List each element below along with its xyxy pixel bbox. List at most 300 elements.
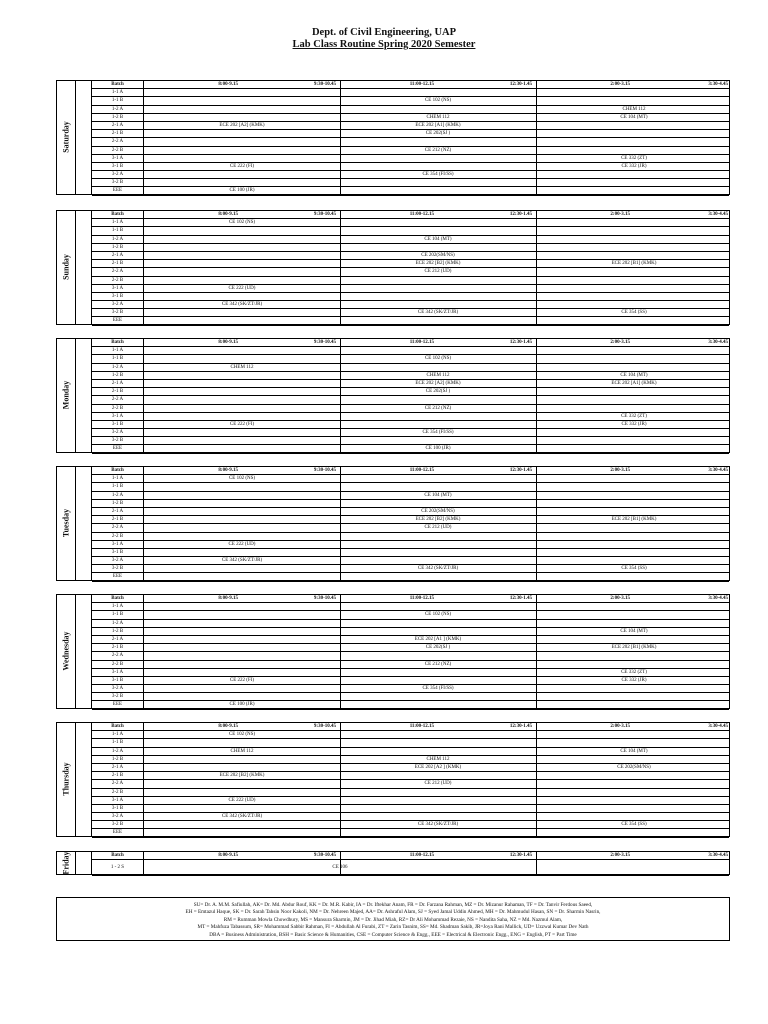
batch-cell: 3-1 B	[92, 677, 144, 684]
slot-divider	[340, 852, 341, 874]
class-cell: CE 212 (NZ)	[424, 147, 452, 153]
class-cell: CE 106	[332, 865, 348, 871]
class-cell: ECE 202 [A1] (KMK)	[611, 380, 657, 386]
class-cell: CE 100 (JR)	[425, 446, 451, 452]
table-row	[92, 739, 729, 747]
table-row	[92, 114, 729, 122]
table-row	[92, 260, 729, 268]
class-cell: CE 332 (JR)	[621, 163, 647, 169]
table-row	[92, 565, 729, 573]
column-header-slot: 3:30-4.45	[708, 724, 728, 729]
column-header-slot: 8:00-9.15	[218, 212, 238, 217]
class-cell: CE 342 (SK/ZT/JR)	[417, 310, 459, 316]
legend-line: DBA = Business Administration, BSH = Basic Science & Humanities, CSE = Computer Science & Engg., EEE = Electrical & Electronic Engg., ENG = English, PT = Part Time	[209, 931, 577, 938]
table-row	[92, 421, 729, 429]
batch-cell: 3-1 B	[92, 805, 144, 812]
column-header-slot: 8:00-9.15	[218, 340, 238, 345]
class-cell: CE 212 (NZ)	[424, 405, 452, 411]
batch-cell: 3-2 A	[92, 171, 144, 178]
day-table-0	[56, 80, 730, 195]
class-cell: CE 342 (SK/ZT/JR)	[417, 566, 459, 572]
column-header-batch: Batch	[92, 81, 144, 88]
batch-cell: 3-1 A	[92, 669, 144, 676]
table-row	[92, 388, 729, 396]
batch-cell: 1-1 A	[92, 603, 144, 610]
class-cell: CE 202(SM/NS)	[617, 764, 651, 770]
batch-cell: 3-1 B	[92, 421, 144, 428]
batch-cell: 1-1 A	[92, 731, 144, 738]
column-header-batch: Batch	[92, 595, 144, 602]
table-row	[92, 731, 729, 739]
table-row	[92, 508, 729, 516]
class-cell: CE 102 (NS)	[424, 356, 452, 362]
batch-cell: 2-1 B	[92, 260, 144, 267]
batch-cell: 3-2 B	[92, 693, 144, 700]
batch-cell: 2-2 B	[92, 405, 144, 412]
table-row	[92, 789, 729, 797]
batch-cell: 2-1 B	[92, 644, 144, 651]
batch-cell: 1-2 A	[92, 620, 144, 627]
class-cell: CE 104 (MT)	[620, 114, 648, 120]
batch-cell: 1 - 2 S	[92, 860, 144, 875]
column-header-slot: 9:30-10.45	[313, 212, 336, 217]
table-row	[92, 772, 729, 780]
batch-cell: 1-2 B	[92, 244, 144, 251]
batch-cell: 1-2 B	[92, 500, 144, 507]
table-row	[92, 500, 729, 508]
table-row	[92, 780, 729, 788]
table-row	[92, 347, 729, 355]
column-header-slot: 11:00-12.15	[409, 340, 434, 345]
batch-cell: 1-1 A	[92, 347, 144, 354]
batch-cell: 2-2 B	[92, 147, 144, 154]
batch-cell: 2-2 B	[92, 277, 144, 284]
class-cell: CE 342 (SK/ZT/JR)	[221, 558, 263, 564]
day-name: Tuesday	[61, 509, 71, 538]
table-row	[92, 557, 729, 565]
batch-cell: 3-1 B	[92, 293, 144, 300]
table-row	[92, 661, 729, 669]
slot-divider	[340, 211, 341, 324]
class-cell: CE 104 (MT)	[620, 628, 648, 634]
column-header-batch: Batch	[92, 339, 144, 346]
column-header-slot: 3:30-4.45	[708, 82, 728, 87]
day-name: Sunday	[61, 254, 71, 281]
batch-cell: 1-2 A	[92, 106, 144, 113]
class-cell: CHEM 112	[230, 364, 254, 370]
batch-cell: 1-1 B	[92, 355, 144, 362]
batch-cell: 2-2 B	[92, 661, 144, 668]
batch-cell: 3-1 A	[92, 285, 144, 292]
batch-cell: 1-2 B	[92, 756, 144, 763]
batch-cell: 2-1 A	[92, 122, 144, 129]
batch-cell: 2-2 B	[92, 789, 144, 796]
column-header-slot: 12:30-1.45	[509, 853, 532, 858]
day-grid	[91, 211, 729, 324]
column-header-slot: 2:00-3.15	[610, 212, 630, 217]
slot-divider	[536, 81, 537, 194]
class-cell: CE 102 (NS)	[424, 98, 452, 104]
table-row	[92, 380, 729, 388]
table-row	[92, 89, 729, 97]
batch-cell: 3-2 A	[92, 301, 144, 308]
table-row	[92, 603, 729, 611]
table-row	[92, 130, 729, 138]
batch-cell: EEE	[92, 701, 144, 708]
class-cell: ECE 202 [B1] (KMK)	[611, 645, 657, 651]
column-header-slot: 12:30-1.45	[509, 82, 532, 87]
batch-cell: 1-2 B	[92, 628, 144, 635]
table-row	[92, 122, 729, 130]
column-header-slot: 8:00-9.15	[218, 468, 238, 473]
class-cell: ECE 202 [A1] (KMK)	[415, 122, 461, 128]
batch-cell: 3-2 A	[92, 685, 144, 692]
day-name: Wednesday	[61, 631, 71, 671]
class-cell: CE 332 (JR)	[621, 677, 647, 683]
day-label	[57, 595, 76, 708]
class-cell: CE 354 (FI/SS)	[422, 686, 454, 692]
class-cell: CE 202(SJ )	[425, 645, 451, 651]
batch-cell: 1-1 A	[92, 475, 144, 482]
class-cell: CHEM 112	[230, 748, 254, 754]
class-cell: CE 332 (ZT)	[621, 155, 647, 161]
batch-cell: 2-1 B	[92, 772, 144, 779]
column-header-slot: 9:30-10.45	[313, 340, 336, 345]
batch-cell: 2-2 A	[92, 268, 144, 275]
table-row	[92, 179, 729, 187]
table-row	[92, 227, 729, 235]
day-label	[57, 339, 76, 452]
class-cell: CHEM 112	[622, 106, 646, 112]
column-header-batch: Batch	[92, 467, 144, 474]
column-header-slot: 2:00-3.15	[610, 82, 630, 87]
table-row	[92, 644, 729, 652]
column-header-slot: 11:00-12.15	[409, 724, 434, 729]
column-header-slot: 3:30-4.45	[708, 340, 728, 345]
class-cell: ECE 202 [B2] (KMK)	[415, 517, 461, 523]
column-header-slot: 12:30-1.45	[509, 596, 532, 601]
batch-cell: 2-2 A	[92, 780, 144, 787]
column-header-batch: Batch	[92, 852, 144, 859]
class-cell: ECE 202 [A2] (KMK)	[219, 122, 265, 128]
column-header-slot: 3:30-4.45	[708, 212, 728, 217]
batch-cell: 3-2 B	[92, 309, 144, 316]
batch-cell: 1-2 A	[92, 748, 144, 755]
table-row	[92, 97, 729, 105]
table-row	[92, 163, 729, 171]
table-row	[92, 821, 729, 829]
table-row	[92, 268, 729, 276]
class-cell: CE 342 (SK/ZT/JR)	[417, 822, 459, 828]
column-header-slot: 8:00-9.15	[218, 724, 238, 729]
batch-cell: 2-1 B	[92, 388, 144, 395]
batch-cell: 3-1 B	[92, 163, 144, 170]
table-row	[92, 541, 729, 549]
class-cell: CE 202(SM/NS)	[421, 508, 455, 514]
column-header-slot: 9:30-10.45	[313, 468, 336, 473]
batch-cell: 3-2 A	[92, 813, 144, 820]
batch-cell: EEE	[92, 829, 144, 836]
day-table-4	[56, 594, 730, 709]
table-row	[92, 701, 729, 709]
class-cell: CE 104 (MT)	[620, 372, 648, 378]
batch-cell: 2-1 B	[92, 516, 144, 523]
batch-cell: 3-2 B	[92, 179, 144, 186]
table-row	[92, 611, 729, 619]
table-row	[92, 187, 729, 195]
class-cell: CE 202(SM/NS)	[421, 252, 455, 258]
day-label	[57, 211, 76, 324]
page-header	[0, 27, 768, 51]
routine-title: Lab Class Routine Spring 2020 Semester	[292, 39, 476, 50]
class-cell: CHEM 112	[426, 756, 450, 762]
batch-cell: 2-1 A	[92, 764, 144, 771]
class-cell: CE 332 (JR)	[621, 421, 647, 427]
class-cell: CE 342 (SK/ZT/JR)	[221, 814, 263, 820]
column-header-batch: Batch	[92, 723, 144, 730]
table-row	[92, 829, 729, 837]
batch-cell: 3-1 B	[92, 549, 144, 556]
class-cell: CE 354 (SS)	[621, 822, 647, 828]
class-cell: CE 222 (UD)	[228, 797, 256, 803]
slot-divider	[340, 81, 341, 194]
day-grid	[91, 467, 729, 580]
column-header-slot: 11:00-12.15	[409, 468, 434, 473]
day-label	[57, 723, 76, 836]
class-cell: CE 222 (UD)	[228, 541, 256, 547]
table-row	[92, 285, 729, 293]
class-cell: CE 342 (SK/ZT/JR)	[221, 302, 263, 308]
slot-divider	[340, 723, 341, 836]
column-header-slot: 2:00-3.15	[610, 596, 630, 601]
table-row	[92, 147, 729, 155]
class-cell: ECE 202 [B2] (KMK)	[219, 773, 265, 779]
table-row	[92, 138, 729, 146]
column-header-slot: 11:00-12.15	[409, 853, 434, 858]
day-table-1	[56, 210, 730, 325]
column-header-slot: 9:30-10.45	[313, 724, 336, 729]
table-row	[92, 317, 729, 325]
header-row	[92, 595, 729, 603]
column-header-slot: 12:30-1.45	[509, 212, 532, 217]
day-grid	[91, 852, 729, 874]
table-row	[92, 293, 729, 301]
table-row	[92, 573, 729, 581]
batch-cell: 3-1 A	[92, 413, 144, 420]
table-row	[92, 748, 729, 756]
column-header-slot: 3:30-4.45	[708, 596, 728, 601]
batch-cell: EEE	[92, 573, 144, 580]
batch-cell: 2-2 A	[92, 138, 144, 145]
slot-divider	[340, 339, 341, 452]
day-name: Friday	[61, 851, 71, 875]
class-cell: CE 354 (FI/SS)	[422, 172, 454, 178]
table-row	[92, 628, 729, 636]
header-row	[92, 339, 729, 347]
class-cell: CE 354 (SS)	[621, 310, 647, 316]
slot-divider	[340, 595, 341, 708]
class-cell: CE 100 (JR)	[229, 702, 255, 708]
department-title: Dept. of Civil Engineering, UAP	[311, 27, 457, 38]
day-grid	[91, 81, 729, 194]
batch-cell: 2-2 B	[92, 533, 144, 540]
class-cell: CE 100 (JR)	[229, 188, 255, 194]
table-row	[92, 171, 729, 179]
class-cell: CE 332 (ZT)	[621, 669, 647, 675]
batch-cell: 1-1 B	[92, 739, 144, 746]
table-row	[92, 372, 729, 380]
table-row	[92, 693, 729, 701]
table-row	[92, 396, 729, 404]
header-row	[92, 852, 729, 860]
table-row	[92, 756, 729, 764]
class-cell: CE 104 (MT)	[620, 748, 648, 754]
table-row	[92, 797, 729, 805]
table-row	[92, 483, 729, 491]
class-cell: ECE 202 [A1 ] (KMK)	[414, 636, 462, 642]
class-cell: ECE 202 [A2] (KMK)	[415, 380, 461, 386]
day-table-2	[56, 338, 730, 453]
column-header-batch: Batch	[92, 211, 144, 218]
slot-divider	[536, 467, 537, 580]
class-cell: CE 212 (UD)	[424, 269, 452, 275]
slot-divider	[536, 211, 537, 324]
day-grid	[91, 339, 729, 452]
column-header-slot: 8:00-9.15	[218, 853, 238, 858]
column-header-slot: 9:30-10.45	[313, 596, 336, 601]
batch-cell: 3-2 B	[92, 437, 144, 444]
table-row	[92, 106, 729, 114]
slot-divider	[536, 852, 537, 874]
table-row	[92, 364, 729, 372]
column-header-slot: 2:00-3.15	[610, 724, 630, 729]
class-cell: CE 332 (ZT)	[621, 413, 647, 419]
header-row	[92, 211, 729, 219]
batch-cell: EEE	[92, 317, 144, 324]
day-label	[57, 81, 76, 194]
day-name: Saturday	[61, 121, 71, 154]
day-grid	[91, 723, 729, 836]
class-cell: CE 222 (FI)	[229, 163, 255, 169]
batch-cell: 3-2 A	[92, 429, 144, 436]
batch-cell: 2-1 A	[92, 252, 144, 259]
batch-cell: 2-2 A	[92, 396, 144, 403]
class-cell: CE 212 (UD)	[424, 781, 452, 787]
legend-line: SU= Dr. A. M.M. Safiullah, AK= Dr. Md. Abdur Rouf, KK = Dr. M.R. Kabir, IA = Dr. Iftekhar Anam, FR = Dr. Farzana Rahman, MZ = Dr. Mizanur Rahaman, TF = Dr. Tanvir Ferdous Saeed,	[193, 902, 593, 908]
table-row	[92, 549, 729, 557]
table-row	[92, 155, 729, 163]
table-row	[92, 652, 729, 660]
batch-cell: 1-1 B	[92, 227, 144, 234]
column-header-slot: 9:30-10.45	[313, 82, 336, 87]
batch-cell: 1-2 A	[92, 236, 144, 243]
class-cell: CE 102 (NS)	[424, 612, 452, 618]
table-row	[92, 533, 729, 541]
table-row	[92, 805, 729, 813]
table-row	[92, 355, 729, 363]
class-cell: CE 102 (NS)	[228, 476, 256, 482]
column-header-slot: 11:00-12.15	[409, 82, 434, 87]
column-header-slot: 9:30-10.45	[313, 853, 336, 858]
table-row	[92, 813, 729, 821]
column-header-slot: 8:00-9.15	[218, 596, 238, 601]
batch-cell: 1-2 A	[92, 492, 144, 499]
batch-cell: 1-2 A	[92, 364, 144, 371]
batch-cell: 3-2 A	[92, 557, 144, 564]
header-row	[92, 467, 729, 475]
class-cell: CHEM 112	[426, 114, 450, 120]
day-name: Thursday	[61, 762, 71, 797]
batch-cell: 3-1 A	[92, 797, 144, 804]
batch-cell: 3-1 A	[92, 155, 144, 162]
class-cell: CHEM 112	[426, 372, 450, 378]
table-row	[92, 620, 729, 628]
table-row	[92, 405, 729, 413]
header-row	[92, 723, 729, 731]
day-table-6	[56, 851, 730, 875]
batch-cell: 1-1 A	[92, 219, 144, 226]
batch-cell: 2-2 A	[92, 652, 144, 659]
day-grid	[91, 595, 729, 708]
table-row	[92, 492, 729, 500]
legend-line: EH = Emtazul Haque, SK = Dr. Sarah Tahsin Noor Kakoli, NM = Dr. Nehreen Majed, AA= Dr. Ashraful Alam, SJ = Syed Jamal Uddin Ahmed, MH = Dr. Mahmudul Hasan, SN = Dr. Sharmin Nasrin,	[185, 909, 601, 916]
slot-divider	[340, 467, 341, 580]
slot-divider	[536, 339, 537, 452]
table-row	[92, 860, 729, 876]
batch-cell: 1-2 B	[92, 372, 144, 379]
legend-box	[56, 897, 730, 941]
class-cell: CE 222 (FI)	[229, 677, 255, 683]
header-row	[92, 81, 729, 89]
class-cell: CE 104 (MT)	[424, 236, 452, 242]
batch-cell: 2-2 A	[92, 524, 144, 531]
column-header-slot: 11:00-12.15	[409, 596, 434, 601]
table-row	[92, 445, 729, 453]
class-cell: ECE 202 [B1] (KMK)	[611, 261, 657, 267]
class-cell: CE 354 (SS)	[621, 566, 647, 572]
column-header-slot: 3:30-4.45	[708, 468, 728, 473]
class-cell: CE 212 (UD)	[424, 525, 452, 531]
day-label	[57, 852, 76, 874]
batch-cell: 2-1 A	[92, 636, 144, 643]
class-cell: ECE 202 [A2 ] (KMK)	[414, 764, 462, 770]
slot-divider	[536, 595, 537, 708]
batch-cell: 3-2 B	[92, 821, 144, 828]
table-row	[92, 685, 729, 693]
table-row	[92, 677, 729, 685]
class-cell: ECE 202 [B2] (KMK)	[415, 261, 461, 267]
class-cell: CE 222 (UD)	[228, 285, 256, 291]
batch-cell: 2-1 B	[92, 130, 144, 137]
column-header-slot: 12:30-1.45	[509, 468, 532, 473]
class-cell: CE 102 (NS)	[228, 220, 256, 226]
class-cell: CE 212 (NZ)	[424, 661, 452, 667]
table-row	[92, 219, 729, 227]
table-row	[92, 252, 729, 260]
batch-cell: 2-1 A	[92, 380, 144, 387]
column-header-slot: 8:00-9.15	[218, 82, 238, 87]
class-cell: CE 222 (FI)	[229, 421, 255, 427]
day-table-5	[56, 722, 730, 837]
table-row	[92, 475, 729, 483]
class-cell: ECE 202 [B1] (KMK)	[611, 517, 657, 523]
table-row	[92, 429, 729, 437]
legend-line: RM = Rumman Mowla Chowdhury, MS = Mansura Sharmin, JM = Dr. Jihad Miah, RZ= Dr Ali Mohammad Rezaie, NS = Nandita Saha, NZ = Md. Nazmul Alam,	[223, 916, 563, 923]
table-row	[92, 277, 729, 285]
batch-cell: 1-2 B	[92, 114, 144, 121]
column-header-slot: 2:00-3.15	[610, 853, 630, 858]
class-cell: CE 102 (NS)	[228, 732, 256, 738]
